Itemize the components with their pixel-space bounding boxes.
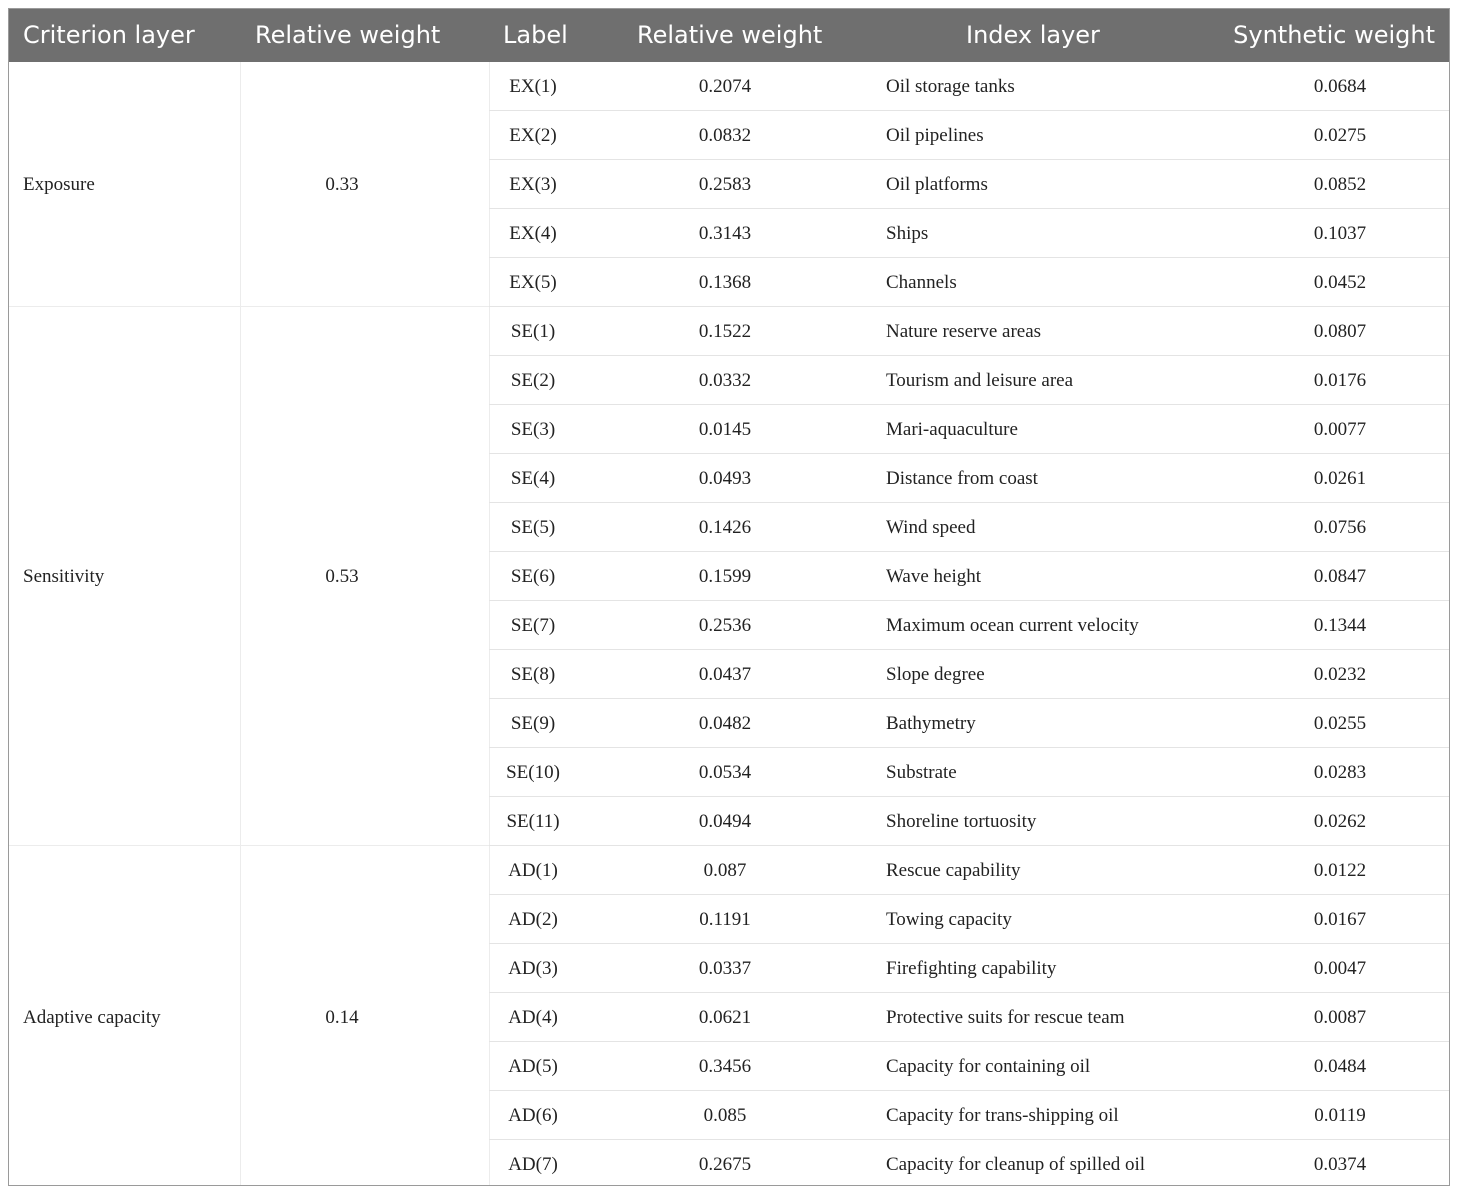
row-synthetic-weight: 0.0122	[1313, 860, 1367, 881]
row-index-layer: Mari-aquaculture	[886, 419, 1018, 440]
row-synthetic-weight: 0.0262	[1313, 811, 1367, 832]
header-label: Label	[503, 21, 568, 49]
row-relative-weight: 0.0437	[698, 664, 752, 685]
row-relative-weight: 0.0482	[698, 713, 752, 734]
row-synthetic-weight: 0.0176	[1313, 370, 1367, 391]
criterion-weight: 0.53	[325, 566, 359, 587]
row-label: SE(7)	[510, 615, 556, 636]
row-synthetic-weight: 0.0232	[1313, 664, 1367, 685]
row-synthetic-weight: 0.0807	[1313, 321, 1367, 342]
row-label: SE(1)	[510, 321, 556, 342]
row-index-layer: Capacity for containing oil	[886, 1056, 1091, 1077]
row-index-layer: Oil pipelines	[886, 125, 984, 146]
header-criterion-relative-weight: Relative weight	[255, 21, 441, 49]
row-synthetic-weight: 0.0484	[1313, 1056, 1367, 1077]
row-relative-weight: 0.0494	[698, 811, 752, 832]
row-label: SE(9)	[510, 713, 556, 734]
row-label: SE(2)	[510, 370, 556, 391]
row-label: EX(3)	[509, 174, 557, 195]
row-label: AD(5)	[508, 1056, 558, 1077]
row-relative-weight: 0.0493	[698, 468, 752, 489]
row-index-layer: Ships	[886, 223, 929, 244]
row-label: EX(1)	[509, 76, 557, 97]
row-index-layer: Capacity for trans-shipping oil	[886, 1105, 1119, 1126]
row-synthetic-weight: 0.1344	[1313, 615, 1367, 636]
table-row	[9, 307, 1449, 356]
row-relative-weight: 0.2536	[698, 615, 752, 636]
table-row	[9, 356, 1449, 405]
table-row	[9, 209, 1449, 258]
header-index-relative-weight: Relative weight	[637, 21, 823, 49]
row-relative-weight: 0.0145	[698, 419, 752, 440]
row-relative-weight: 0.1522	[698, 321, 752, 342]
row-label: AD(2)	[508, 909, 558, 930]
row-synthetic-weight: 0.0047	[1313, 958, 1367, 979]
row-relative-weight: 0.3456	[698, 1056, 752, 1077]
row-index-layer: Wave height	[886, 566, 982, 587]
weights-table	[8, 8, 1450, 1186]
row-relative-weight: 0.0621	[698, 1007, 752, 1028]
row-index-layer: Firefighting capability	[886, 958, 1057, 979]
row-index-layer: Protective suits for rescue team	[886, 1007, 1125, 1028]
row-index-layer: Shoreline tortuosity	[886, 811, 1037, 832]
row-index-layer: Distance from coast	[886, 468, 1038, 489]
criterion-name: Exposure	[23, 174, 95, 195]
table-body	[9, 62, 1449, 1185]
table-row	[9, 62, 1449, 111]
row-relative-weight: 0.1426	[698, 517, 752, 538]
row-relative-weight: 0.3143	[698, 223, 752, 244]
row-relative-weight: 0.085	[703, 1105, 747, 1126]
row-label: AD(7)	[508, 1154, 558, 1175]
header-index-layer: Index layer	[966, 21, 1100, 49]
row-relative-weight: 0.087	[703, 860, 747, 881]
row-synthetic-weight: 0.0119	[1314, 1105, 1366, 1126]
row-synthetic-weight: 0.0283	[1313, 762, 1367, 783]
row-synthetic-weight: 0.0847	[1313, 566, 1367, 587]
table-row	[9, 111, 1449, 160]
table-row	[9, 160, 1449, 209]
row-synthetic-weight: 0.1037	[1313, 223, 1367, 244]
row-relative-weight: 0.2583	[698, 174, 752, 195]
row-label: EX(2)	[509, 125, 557, 146]
table-row	[9, 503, 1449, 552]
row-synthetic-weight: 0.0275	[1313, 125, 1367, 146]
table-row	[9, 797, 1449, 846]
table-row	[9, 699, 1449, 748]
row-relative-weight: 0.2074	[698, 76, 752, 97]
row-label: SE(4)	[510, 468, 556, 489]
header-criterion-layer: Criterion layer	[23, 21, 195, 49]
table-header	[9, 9, 1449, 62]
row-label: SE(3)	[510, 419, 556, 440]
row-synthetic-weight: 0.0452	[1313, 272, 1367, 293]
table-row	[9, 454, 1449, 503]
row-relative-weight: 0.1368	[698, 272, 752, 293]
row-label: AD(1)	[508, 860, 558, 881]
table-row	[9, 1042, 1449, 1091]
row-index-layer: Bathymetry	[886, 713, 976, 734]
row-synthetic-weight: 0.0374	[1313, 1154, 1367, 1175]
table-row	[9, 993, 1449, 1042]
row-relative-weight: 0.0337	[698, 958, 752, 979]
row-index-layer: Slope degree	[886, 664, 985, 685]
row-relative-weight: 0.1191	[699, 909, 751, 930]
row-label: EX(5)	[509, 272, 557, 293]
table-row	[9, 748, 1449, 797]
criterion-name: Sensitivity	[23, 566, 105, 587]
table-row	[9, 1140, 1449, 1186]
row-synthetic-weight: 0.0255	[1313, 713, 1367, 734]
row-index-layer: Towing capacity	[886, 909, 1012, 930]
row-relative-weight: 0.0534	[698, 762, 752, 783]
row-index-layer: Oil storage tanks	[886, 76, 1015, 97]
row-label: SE(11)	[506, 811, 560, 832]
row-index-layer: Substrate	[886, 762, 957, 783]
row-index-layer: Oil platforms	[886, 174, 988, 195]
row-index-layer: Rescue capability	[886, 860, 1021, 881]
row-synthetic-weight: 0.0261	[1313, 468, 1367, 489]
row-relative-weight: 0.1599	[698, 566, 752, 587]
row-synthetic-weight: 0.0087	[1313, 1007, 1367, 1028]
table-row	[9, 895, 1449, 944]
table-row	[9, 944, 1449, 993]
criterion-weight: 0.33	[325, 174, 359, 195]
row-label: AD(4)	[508, 1007, 558, 1028]
criterion-name: Adaptive capacity	[23, 1007, 161, 1028]
row-index-layer: Wind speed	[886, 517, 976, 538]
table-row	[9, 650, 1449, 699]
row-label: AD(6)	[508, 1105, 558, 1126]
table-row	[9, 405, 1449, 454]
criterion-weight: 0.14	[325, 1007, 359, 1028]
header-synthetic-weight: Synthetic weight	[1233, 21, 1435, 49]
row-synthetic-weight: 0.0684	[1313, 76, 1367, 97]
row-relative-weight: 0.2675	[698, 1154, 752, 1175]
row-synthetic-weight: 0.0077	[1313, 419, 1367, 440]
row-label: SE(10)	[506, 762, 560, 783]
row-relative-weight: 0.0832	[698, 125, 752, 146]
row-label: EX(4)	[509, 223, 557, 244]
row-index-layer: Tourism and leisure area	[886, 370, 1074, 391]
row-index-layer: Channels	[886, 272, 957, 293]
row-label: AD(3)	[508, 958, 558, 979]
table-row	[9, 1091, 1449, 1140]
row-relative-weight: 0.0332	[698, 370, 752, 391]
table-row	[9, 601, 1449, 650]
row-index-layer: Nature reserve areas	[886, 321, 1042, 342]
table-row	[9, 846, 1449, 895]
row-synthetic-weight: 0.0756	[1313, 517, 1367, 538]
table-row	[9, 552, 1449, 601]
row-synthetic-weight: 0.0852	[1313, 174, 1367, 195]
row-label: SE(5)	[510, 517, 556, 538]
row-label: SE(6)	[510, 566, 556, 587]
row-synthetic-weight: 0.0167	[1313, 909, 1367, 930]
row-label: SE(8)	[510, 664, 556, 685]
row-index-layer: Maximum ocean current velocity	[886, 615, 1139, 636]
table-row	[9, 258, 1449, 307]
row-index-layer: Capacity for cleanup of spilled oil	[886, 1154, 1146, 1175]
